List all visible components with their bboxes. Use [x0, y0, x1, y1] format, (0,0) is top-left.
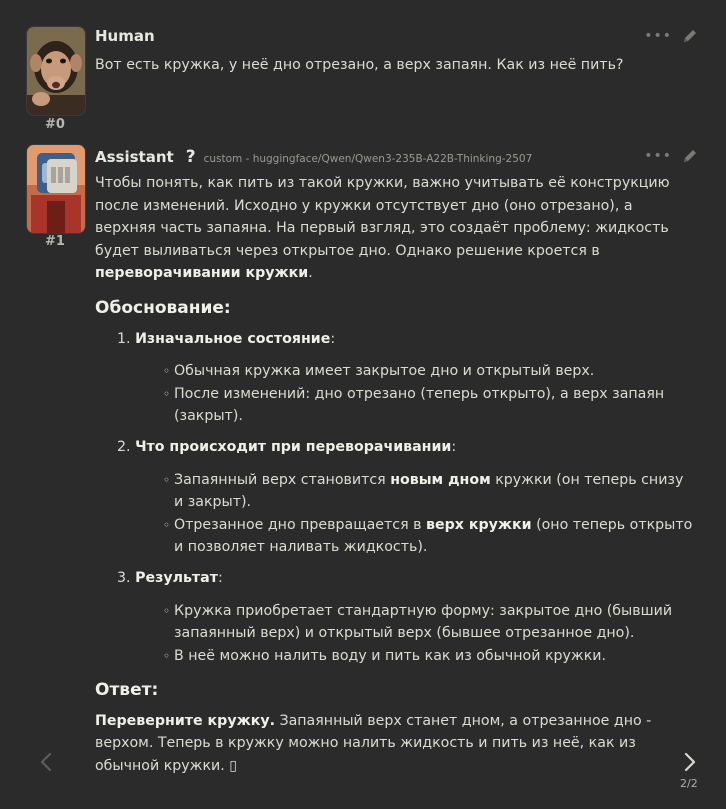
- answer-text: Запаянный верх станет дном, а отрезанное дно - верхом. Теперь в кружку можно налить жидкость и пить из неё, как из обычной кружки.: [95, 712, 652, 775]
- step-number: 1.: [117, 330, 131, 347]
- answer-bold: Переверните кружку.: [95, 712, 275, 729]
- step-title: Что происходит при переворачивании: [135, 438, 452, 455]
- message-human: [0, 20, 726, 140]
- more-dots-icon[interactable]: •••: [644, 148, 672, 164]
- message-text: [95, 172, 695, 778]
- step-item: [117, 328, 695, 428]
- bullet-text: (оно теперь открыто и позволяет наливать жидкость).: [174, 516, 693, 556]
- answer-paragraph: [95, 710, 695, 778]
- step-item: [117, 436, 695, 559]
- step-item: [117, 567, 695, 667]
- robot-facepalm-avatar-icon: [27, 145, 85, 233]
- step-title: Изначальное состояние: [135, 330, 331, 347]
- message-actions: [644, 148, 698, 164]
- list-item: [163, 469, 695, 514]
- sender-name: Assistant: [95, 148, 174, 166]
- steps-list: [95, 328, 695, 668]
- chevron-left-icon[interactable]: [34, 748, 58, 776]
- message-assistant: [0, 140, 726, 809]
- bullet-text: В неё можно налить воду и пить как из обычной кружки.: [174, 647, 606, 664]
- model-name: custom - huggingface/Qwen/Qwen3-235B-A22B-Thinking-2507: [203, 153, 533, 165]
- human-avatar[interactable]: [26, 26, 86, 116]
- heading-reasoning: Обоснование:: [95, 297, 231, 318]
- list-item: [163, 600, 695, 645]
- bullet-text: Обычная кружка имеет закрытое дно и открытый верх.: [174, 363, 595, 380]
- swipe-counter: 2/2: [680, 777, 698, 790]
- model-info-icon[interactable]: ?: [185, 147, 196, 167]
- pencil-icon[interactable]: [682, 28, 698, 44]
- sender-name: Human: [95, 27, 155, 45]
- assistant-avatar[interactable]: [26, 144, 86, 234]
- intro-paragraph: [95, 172, 695, 285]
- bullet-bold: новым дном: [390, 471, 491, 488]
- intro-text: Чтобы понять, как пить из такой кружки, важно учитывать её конструкцию после изменений. Исходно у кружки отсутствует дно (оно отрезано), а верхняя часть запаяна. На первый взгляд, это создаёт проблему: жидкость будет выливаться через открытое дно. Однако решение кроется в: [95, 175, 670, 259]
- heading-answer: Ответ:: [95, 680, 159, 701]
- list-item: [163, 645, 695, 668]
- message-index: #1: [45, 234, 65, 249]
- step-number: 2.: [117, 438, 131, 455]
- message-actions: [644, 28, 698, 44]
- bullet-bold: верх кружки: [426, 516, 532, 533]
- message-index: #0: [45, 117, 65, 132]
- list-item: [163, 383, 695, 428]
- bullet-text: кружки (он теперь снизу и закрыт).: [174, 471, 684, 511]
- step-number: 3.: [117, 569, 131, 586]
- bullet-text: После изменений: дно отрезано (теперь открыто), а верх запаян (закрыт).: [174, 385, 665, 425]
- bullet-list: [117, 469, 695, 559]
- human-question: Вот есть кружка, у неё дно отрезано, а верх запаян. Как из неё пить?: [95, 57, 624, 73]
- missing-glyph: ▯: [229, 758, 238, 775]
- chimpanzee-avatar-icon: [27, 27, 85, 115]
- message-text: [95, 54, 695, 77]
- step-title: Результат: [135, 569, 218, 586]
- list-item: [163, 360, 695, 383]
- chevron-right-icon[interactable]: [678, 748, 702, 776]
- bullet-text: Отрезанное дно превращается в: [174, 516, 426, 533]
- bullet-list: [117, 360, 695, 428]
- bullet-list: [117, 600, 695, 668]
- intro-end: .: [308, 265, 313, 282]
- step-colon: :: [451, 438, 457, 455]
- message-header: [95, 147, 532, 167]
- pencil-icon[interactable]: [682, 148, 698, 164]
- message-header: [95, 27, 155, 45]
- list-item: [163, 514, 695, 559]
- bullet-text: Запаянный верх становится: [174, 471, 391, 488]
- step-colon: :: [330, 330, 336, 347]
- intro-bold: переворачивании кружки: [95, 265, 309, 282]
- step-colon: :: [217, 569, 223, 586]
- more-dots-icon[interactable]: •••: [644, 28, 672, 44]
- bullet-text: Кружка приобретает стандартную форму: закрытое дно (бывший запаянный верх) и открытый верх (бывшее отрезанное дно).: [174, 602, 673, 642]
